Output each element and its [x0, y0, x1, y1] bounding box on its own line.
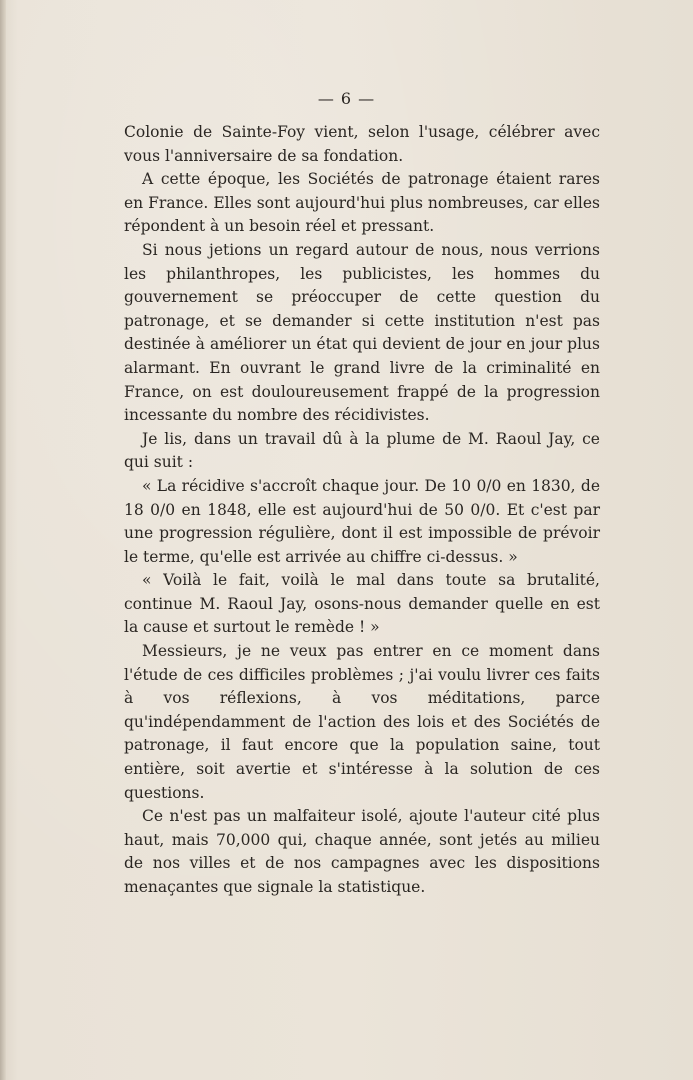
paragraph: Messieurs, je ne veux pas entrer en ce moment dans l'étude de ces difficiles problèmes ; j'ai voulu livrer ces faits à vos réflexions, à vos méditations, parce qu'indépendamment de l'action des lois et des Sociétés de patronage, il faut encore que la population saine, tout entière, soit avertie et s'intéresse à la solution de ces questions. — [124, 642, 600, 802]
page-number: — 6 — — [317, 89, 376, 108]
paragraph: A cette époque, les Sociétés de patronage étaient rares en France. Elles sont aujourd'hui plus nombreuses, car elles répondent à un besoin réel et pressant. — [124, 170, 600, 236]
paragraph-continuation: Colonie de Sainte-Foy vient, selon l'usage, célébrer avec vous l'anniversaire de sa fondation. — [124, 123, 600, 165]
quotation-paragraph: « Voilà le fait, voilà le mal dans toute sa brutalité, continue M. Raoul Jay, osons-nous demander quelle en est la cause et surtout le remède ! » — [124, 571, 600, 637]
page-spine-shadow — [0, 0, 6, 1080]
paragraph: Je lis, dans un travail dû à la plume de M. Raoul Jay, ce qui suit : — [124, 429, 600, 472]
paragraph: Ce n'est pas un malfaiteur isolé, ajoute l'auteur cité plus haut, mais 70,000 qui, chaque année, sont jetés au milieu de nos villes et de nos campagnes avec les dispositions menaçantes que signale la statistique. — [124, 807, 600, 896]
body-text — [124, 121, 600, 900]
quotation-paragraph: « La récidive s'accroît chaque jour. De 10 0/0 en 1830, de 18 0/0 en 1848, elle est aujourd'hui de 50 0/0. Et c'est par une progression régulière, dont il est impossible de prévoir le terme, qu'elle est arrivée au chiffre ci-dessus. » — [124, 476, 600, 566]
paragraph: Si nous jetions un regard autour de nous, nous verrions les philanthropes, les publicistes, les hommes du gouvernement se préoccuper de cette question du patronage, et se demander si cette institution n'est pas destinée à améliorer un état qui devient de jour en jour plus alarmant. En ouvrant le grand livre de la criminalité en France, on est douloureusement frappé de la progression incessante du nombre des récidivistes. — [124, 240, 600, 425]
